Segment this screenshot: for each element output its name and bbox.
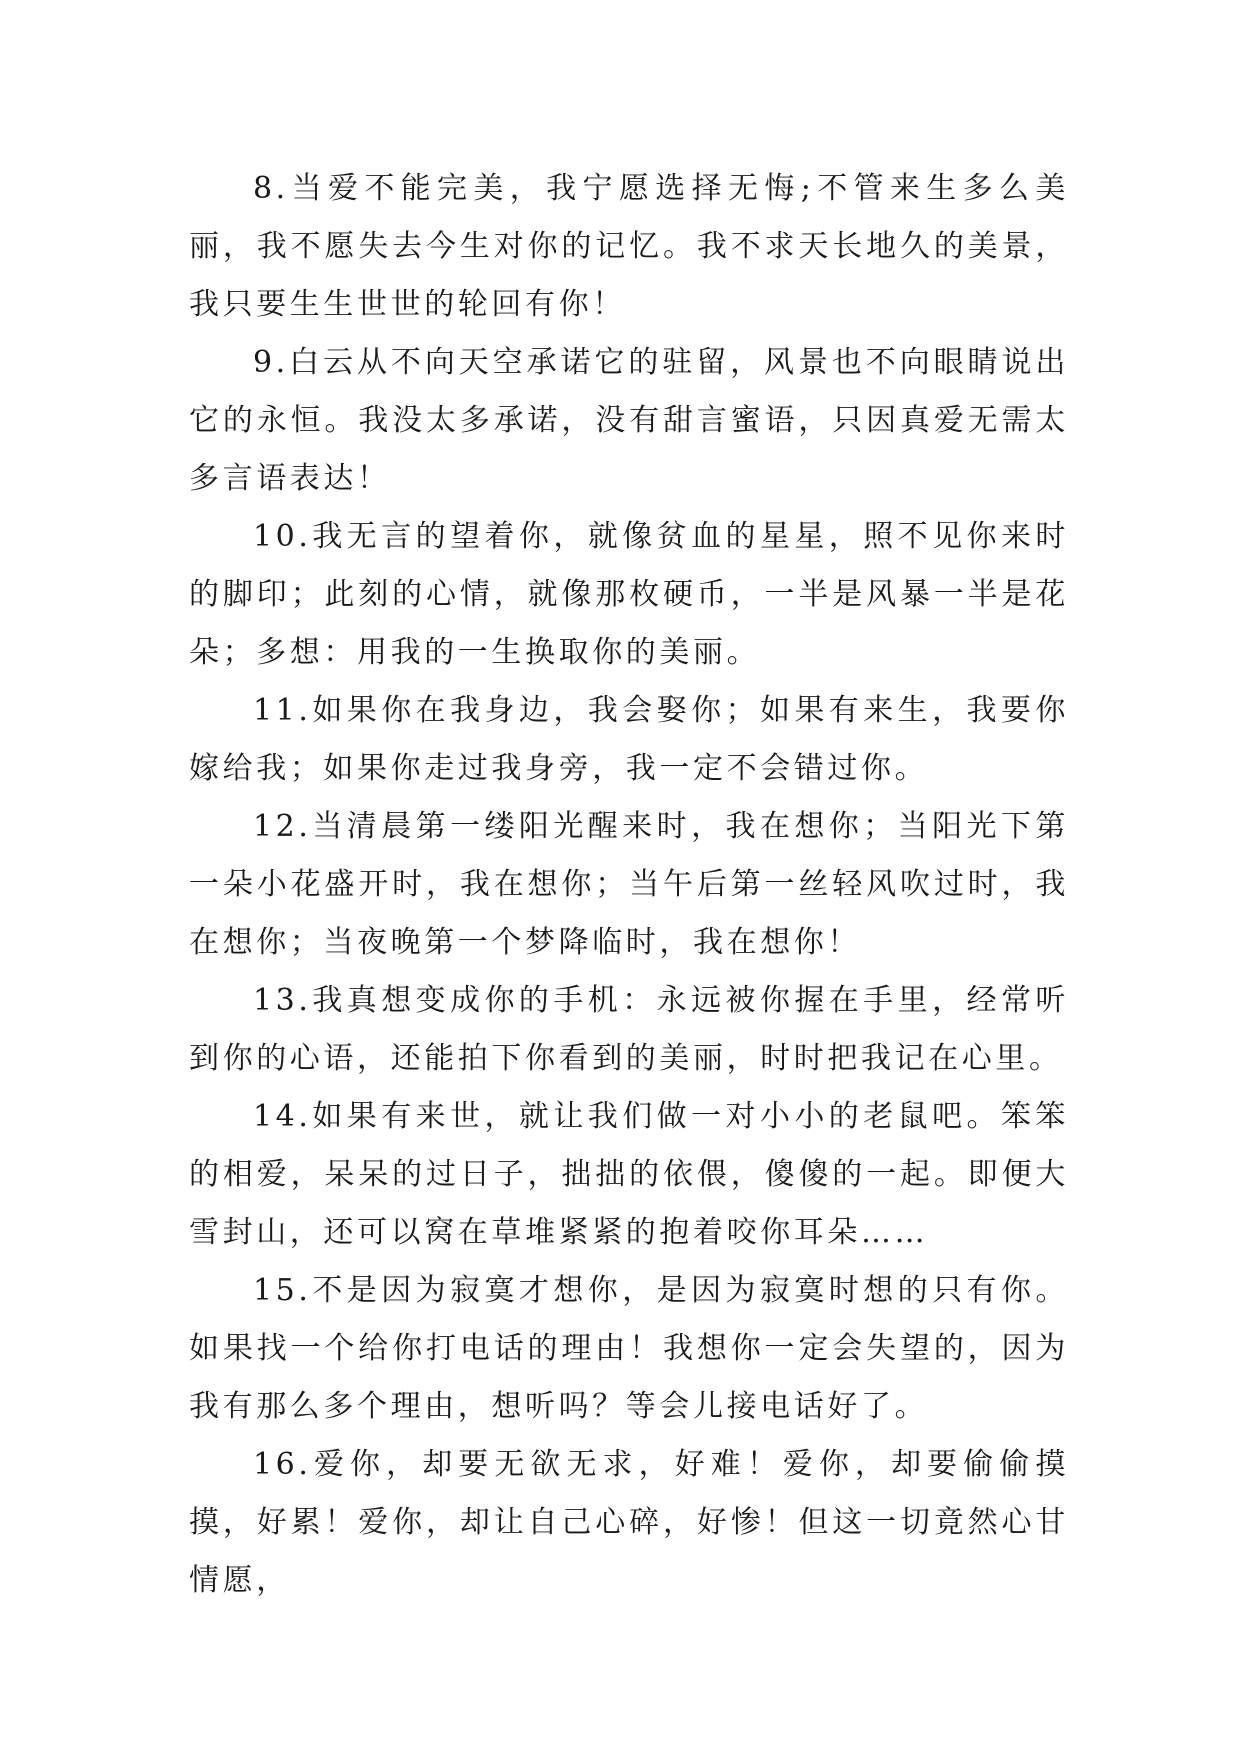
paragraph-11: 11.如果你在我身边，我会娶你；如果有来生，我要你嫁给我；如果你走过我身旁，我一定不会错过你。	[189, 693, 1069, 786]
paragraph-13: 13.我真想变成你的手机：永远被你握在手里，经常听到你的心语，还能拍下你看到的美丽，时时把我记在心里。	[189, 983, 1069, 1076]
paragraph-8: 8.当爱不能完美，我宁愿选择无悔;不管来生多么美丽，我不愿失去今生对你的记忆。我不求天长地久的美景，我只要生生世世的轮回有你！	[189, 171, 1069, 322]
paragraph-10: 10.我无言的望着你，就像贫血的星星，照不见你来时的脚印；此刻的心情，就像那枚硬币，一半是风暴一半是花朵；多想：用我的一生换取你的美丽。	[189, 519, 1069, 670]
paragraph-16: 16.爱你，却要无欲无求，好难！爱你，却要偷偷摸摸，好累！爱你，却让自己心碎，好惨！但这一切竟然心甘情愿，	[189, 1447, 1069, 1598]
document-body	[189, 160, 1069, 1610]
paragraph-14: 14.如果有来世，就让我们做一对小小的老鼠吧。笨笨的相爱，呆呆的过日子，拙拙的依偎，傻傻的一起。即便大雪封山，还可以窝在草堆紧紧的抱着咬你耳朵……	[189, 1099, 1069, 1250]
paragraph-12: 12.当清晨第一缕阳光醒来时，我在想你；当阳光下第一朵小花盛开时，我在想你；当午后第一丝轻风吹过时，我在想你；当夜晚第一个梦降临时，我在想你！	[189, 809, 1069, 960]
paragraph-15: 15.不是因为寂寞才想你，是因为寂寞时想的只有你。如果找一个给你打电话的理由！我想你一定会失望的，因为我有那么多个理由，想听吗？等会儿接电话好了。	[189, 1273, 1069, 1424]
paragraph-9: 9.白云从不向天空承诺它的驻留，风景也不向眼睛说出它的永恒。我没太多承诺，没有甜言蜜语，只因真爱无需太多言语表达！	[189, 345, 1069, 496]
